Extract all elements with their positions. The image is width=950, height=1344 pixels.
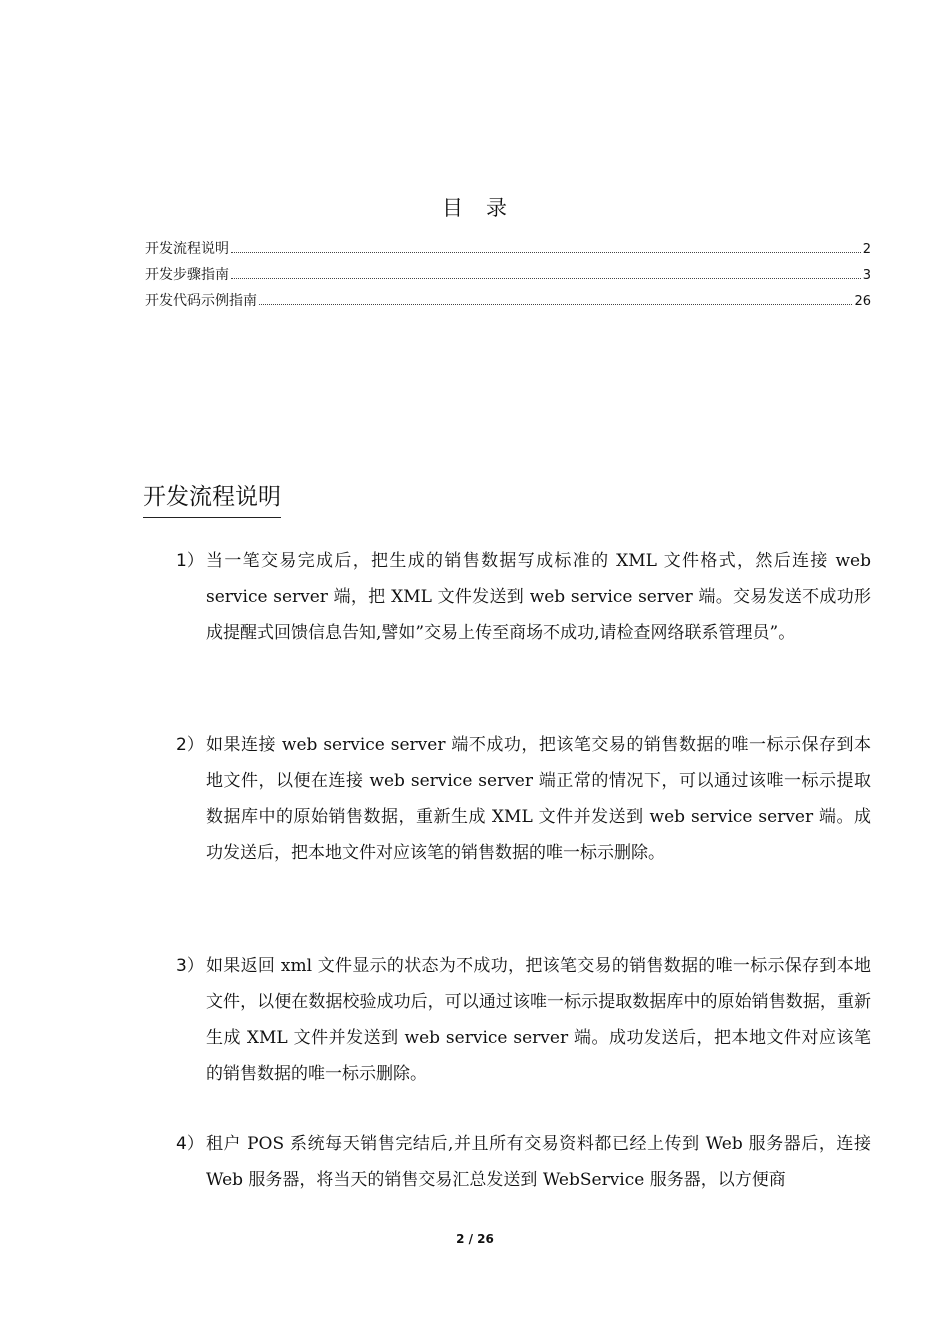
paragraph-text: 当一笔交易完成后，把生成的销售数据写成标准的 XML 文件格式，然后连接 web service server 端，把 XML 文件发送到 web service server 端。交易发送不成功形成提醒式回馈信息告知,譬如”交易上传至商场不成功,请检查网络联系管理员”。 bbox=[206, 551, 871, 643]
toc-entry-label: 开发代码示例指南 bbox=[145, 293, 257, 309]
toc-entry-page: 26 bbox=[854, 294, 871, 309]
paragraph-text: 租户 POS 系统每天销售完结后,并且所有交易资料都已经上传到 Web 服务器后，连接 Web 服务器，将当天的销售交易汇总发送到 WebService 服务器，以方便商 bbox=[206, 1134, 871, 1190]
paragraph-3 bbox=[176, 948, 871, 1092]
paragraph-2 bbox=[176, 727, 871, 871]
section-heading: 开发流程说明 bbox=[143, 478, 281, 518]
toc-entry-dev-steps[interactable] bbox=[145, 264, 871, 290]
toc-dot-leader bbox=[231, 278, 861, 279]
toc-entry-page: 2 bbox=[862, 242, 871, 257]
toc-dot-leader bbox=[259, 304, 852, 305]
toc-entry-page: 3 bbox=[862, 268, 871, 283]
toc-dot-leader bbox=[231, 252, 861, 253]
toc-entry-dev-process[interactable] bbox=[145, 238, 871, 264]
paragraph-1 bbox=[176, 543, 871, 651]
paragraph-4 bbox=[176, 1126, 871, 1198]
paragraph-number: 1） bbox=[176, 551, 204, 571]
toc-entry-code-examples[interactable] bbox=[145, 290, 871, 316]
paragraph-text: 如果返回 xml 文件显示的状态为不成功，把该笔交易的销售数据的唯一标示保存到本地文件，以便在数据校验成功后，可以通过该唯一标示提取数据库中的原始销售数据，重新生成 XML 文件并发送到 web service server 端。成功发送后，把本地文件对应该笔的销售数据的唯一标示删除。 bbox=[206, 956, 871, 1084]
page-indicator: 2 / 26 bbox=[456, 1232, 494, 1246]
toc-entry-label: 开发步骤指南 bbox=[145, 267, 229, 283]
toc-title: 目 录 bbox=[442, 196, 508, 220]
toc-entry-label: 开发流程说明 bbox=[145, 241, 229, 257]
paragraph-number: 3） bbox=[176, 956, 204, 976]
paragraph-number: 4） bbox=[176, 1134, 204, 1154]
paragraph-text: 如果连接 web service server 端不成功，把该笔交易的销售数据的唯一标示保存到本地文件，以便在连接 web service server 端正常的情况下，可以通过该唯一标示提取数据库中的原始销售数据，重新生成 XML 文件并发送到 web service server 端。成功发送后，把本地文件对应该笔的销售数据的唯一标示删除。 bbox=[206, 735, 871, 863]
table-of-contents bbox=[145, 238, 871, 316]
paragraph-number: 2） bbox=[176, 735, 204, 755]
